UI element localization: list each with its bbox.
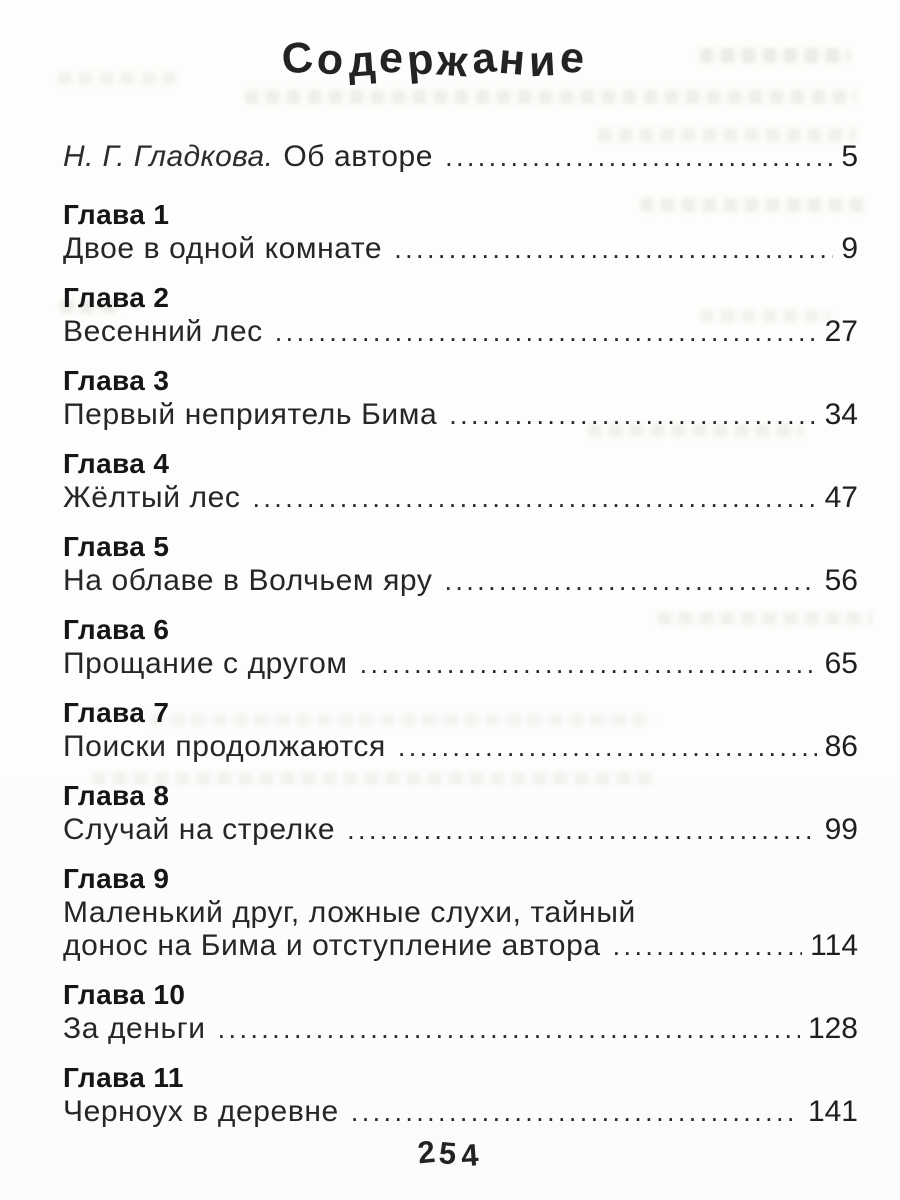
toc-entry-title-line1: Маленький друг, ложные слухи, тайный <box>63 896 636 929</box>
toc-entry-row <box>63 232 858 266</box>
toc-entry-title: Черноух в деревне <box>63 1095 339 1128</box>
toc-chapter-heading: Глава 5 <box>63 531 170 562</box>
toc-entry <box>63 281 858 349</box>
toc-entry-page: 9 <box>841 232 858 265</box>
toc-chapter-heading: Глава 6 <box>63 614 170 645</box>
toc-entry-row <box>63 398 858 432</box>
toc-entry <box>63 696 858 764</box>
toc-entry <box>63 364 858 432</box>
toc-entry-page: 65 <box>824 647 858 680</box>
dot-leader <box>444 565 816 598</box>
toc-entry-title: Прощание с другом <box>63 647 348 680</box>
toc-entry-title: Поиски продолжаются <box>63 730 386 763</box>
toc-entry-title-line2: донос на Бима и отступление автора <box>63 929 601 962</box>
toc-entry-title: За деньги <box>63 1012 206 1045</box>
toc-entry-row <box>63 315 858 349</box>
dot-leader <box>275 316 817 349</box>
toc-entry-title: На облаве в Волчьем яру <box>63 564 433 597</box>
table-of-contents <box>63 140 858 1144</box>
toc-entry <box>63 1061 858 1129</box>
toc-chapter-heading: Глава 10 <box>63 979 186 1010</box>
toc-chapter-heading: Глава 2 <box>63 282 170 313</box>
toc-entry-title: Об авторе <box>283 140 434 173</box>
toc-entry-row <box>63 564 858 598</box>
toc-entry-row <box>63 813 858 847</box>
toc-entry-row <box>63 730 858 764</box>
toc-chapter-heading: Глава 3 <box>63 365 170 396</box>
dot-leader <box>218 1013 800 1046</box>
toc-chapter-heading: Глава 9 <box>63 863 170 894</box>
toc-entry-page: 86 <box>824 730 858 763</box>
toc-entry-author: Н. Г. Гладкова. <box>63 140 274 173</box>
toc-entry-title: Жёлтый лес <box>63 481 241 514</box>
toc-entry <box>63 530 858 598</box>
toc-entry-page: 5 <box>841 140 858 173</box>
toc-chapter-heading: Глава 8 <box>63 780 170 811</box>
toc-entry-row <box>63 1012 858 1046</box>
dot-leader <box>449 399 816 432</box>
toc-entry-page: 56 <box>824 564 858 597</box>
toc-chapter-heading: Глава 11 <box>63 1062 184 1093</box>
toc-entry-page: 27 <box>824 315 858 348</box>
toc-entry-row <box>63 481 858 515</box>
toc-entry-page: 141 <box>807 1095 858 1128</box>
toc-entry <box>63 779 858 847</box>
dot-leader <box>351 1096 800 1129</box>
toc-entry <box>63 198 858 266</box>
dot-leader <box>613 930 803 963</box>
toc-entry-row <box>63 1095 858 1129</box>
dot-leader <box>360 648 817 681</box>
toc-entry <box>63 862 858 963</box>
bleedthrough-smudge <box>245 90 857 104</box>
toc-entry <box>63 613 858 681</box>
dot-leader <box>394 233 833 266</box>
toc-entry-page: 114 <box>810 929 858 962</box>
dot-leader <box>398 731 817 764</box>
dot-leader <box>445 141 833 174</box>
toc-entry-row <box>63 647 858 681</box>
toc-entry-page: 128 <box>807 1012 858 1045</box>
toc-entry-page: 47 <box>824 481 858 514</box>
dot-leader <box>252 482 816 515</box>
toc-entry-title: Весенний лес <box>63 315 263 348</box>
toc-entry-page: 99 <box>824 813 858 846</box>
toc-entry-page: 34 <box>824 398 858 431</box>
toc-entry <box>63 978 858 1046</box>
toc-entry-title: Первый неприятель Бима <box>63 398 438 431</box>
toc-chapter-heading: Глава 4 <box>63 448 170 479</box>
toc-chapter-heading: Глава 1 <box>63 199 170 230</box>
toc-chapter-heading: Глава 7 <box>63 697 170 728</box>
toc-entry-title: Двое в одной комнате <box>63 232 383 265</box>
toc-entry-title: Случай на стрелке <box>63 813 336 846</box>
toc-entry-row <box>63 929 858 963</box>
toc-entry <box>63 140 858 174</box>
dot-leader <box>347 814 816 847</box>
toc-entry <box>63 447 858 515</box>
page-number: 254 <box>416 1133 484 1174</box>
page-title: Содержание <box>279 32 591 87</box>
toc-entry-row <box>63 140 858 174</box>
